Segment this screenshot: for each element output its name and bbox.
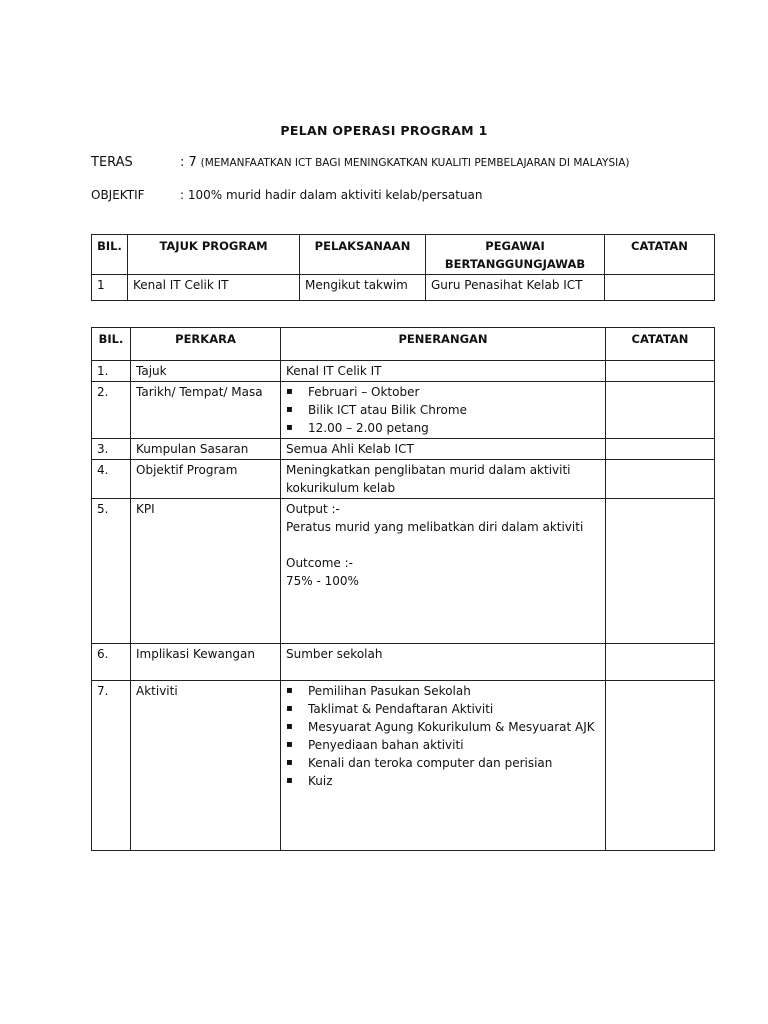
cell-pelaksanaan: Mengikut takwim	[300, 275, 426, 301]
table-row	[92, 361, 715, 382]
list-item: ▪ 12.00 – 2.00 petang	[286, 419, 600, 437]
table-row	[92, 460, 715, 499]
table-row	[92, 382, 715, 439]
cell-pegawai: Guru Penasihat Kelab ICT	[426, 275, 605, 301]
program-table-header	[92, 235, 715, 275]
cell-penerangan: Meningkatkan penglibatan murid dalam aktiviti kokurikulum kelab	[281, 460, 606, 499]
cell-perkara: Implikasi Kewangan	[131, 644, 281, 681]
list-item: ▪ Kenali dan teroka computer dan perisian	[286, 754, 600, 772]
cell-bil: 5.	[92, 499, 131, 644]
kpi-outcome-label: Outcome :-	[286, 556, 353, 570]
header-catatan: CATATAN	[606, 328, 715, 361]
cell-catatan	[605, 275, 715, 301]
teras-label: TERAS	[91, 155, 133, 170]
cell-bil: 6.	[92, 644, 131, 681]
list-item: ▪ Penyediaan bahan aktiviti	[286, 736, 600, 754]
table-row	[92, 681, 715, 851]
header-penerangan: PENERANGAN	[281, 328, 606, 361]
cell-penerangan	[281, 499, 606, 644]
table-row	[92, 644, 715, 681]
cell-catatan	[606, 361, 715, 382]
cell-penerangan	[281, 382, 606, 439]
table-row	[92, 439, 715, 460]
detail-table-header	[92, 328, 715, 361]
header-catatan: CATATAN	[605, 235, 715, 275]
bullet-list	[286, 682, 600, 790]
cell-perkara: Tajuk	[131, 361, 281, 382]
cell-catatan	[606, 499, 715, 644]
table-row	[92, 499, 715, 644]
kpi-output-label: Output :-	[286, 502, 340, 516]
header-bil: BIL.	[92, 328, 131, 361]
cell-perkara: KPI	[131, 499, 281, 644]
list-item: ▪ Februari – Oktober	[286, 383, 600, 401]
table-row	[92, 275, 715, 301]
cell-perkara: Kumpulan Sasaran	[131, 439, 281, 460]
document-title: PELAN OPERASI PROGRAM 1	[280, 123, 488, 138]
cell-penerangan	[281, 681, 606, 851]
list-item: ▪ Kuiz	[286, 772, 600, 790]
list-item: ▪ Pemilihan Pasukan Sekolah	[286, 682, 600, 700]
cell-perkara: Tarikh/ Tempat/ Masa	[131, 382, 281, 439]
cell-penerangan: Kenal IT Celik IT	[281, 361, 606, 382]
cell-bil: 3.	[92, 439, 131, 460]
header-bil: BIL.	[92, 235, 128, 275]
bullet-list	[286, 383, 600, 437]
list-item: ▪ Mesyuarat Agung Kokurikulum & Mesyuarat AJK	[286, 718, 600, 736]
list-item: ▪ Bilik ICT atau Bilik Chrome	[286, 401, 600, 419]
objektif-label: OBJEKTIF	[91, 188, 145, 202]
cell-catatan	[606, 382, 715, 439]
cell-perkara: Objektif Program	[131, 460, 281, 499]
kpi-outcome-value: 75% - 100%	[286, 574, 359, 588]
detail-table	[91, 327, 715, 851]
cell-bil: 4.	[92, 460, 131, 499]
program-table	[91, 234, 715, 301]
cell-penerangan: Semua Ahli Kelab ICT	[281, 439, 606, 460]
header-pelaksanaan: PELAKSANAAN	[300, 235, 426, 275]
cell-catatan	[606, 681, 715, 851]
kpi-output-value: Peratus murid yang melibatkan diri dalam aktiviti	[286, 520, 584, 534]
objektif-value: : 100% murid hadir dalam aktiviti kelab/persatuan	[180, 188, 483, 202]
cell-bil: 1.	[92, 361, 131, 382]
cell-perkara: Aktiviti	[131, 681, 281, 851]
cell-catatan	[606, 439, 715, 460]
cell-tajuk: Kenal IT Celik IT	[128, 275, 300, 301]
cell-bil: 1	[92, 275, 128, 301]
teras-value	[180, 155, 629, 170]
cell-bil: 2.	[92, 382, 131, 439]
header-tajuk-program: TAJUK PROGRAM	[128, 235, 300, 275]
teras-detail: (MEMANFAATKAN ICT BAGI MENINGKATKAN KUALITI PEMBELAJARAN DI MALAYSIA)	[200, 157, 630, 169]
header-pegawai: PEGAWAI BERTANGGUNGJAWAB	[426, 235, 605, 275]
header-perkara: PERKARA	[131, 328, 281, 361]
list-item: ▪ Taklimat & Pendaftaran Aktiviti	[286, 700, 600, 718]
cell-catatan	[606, 460, 715, 499]
teras-number: : 7	[180, 155, 197, 170]
cell-catatan	[606, 644, 715, 681]
cell-bil: 7.	[92, 681, 131, 851]
cell-penerangan: Sumber sekolah	[281, 644, 606, 681]
